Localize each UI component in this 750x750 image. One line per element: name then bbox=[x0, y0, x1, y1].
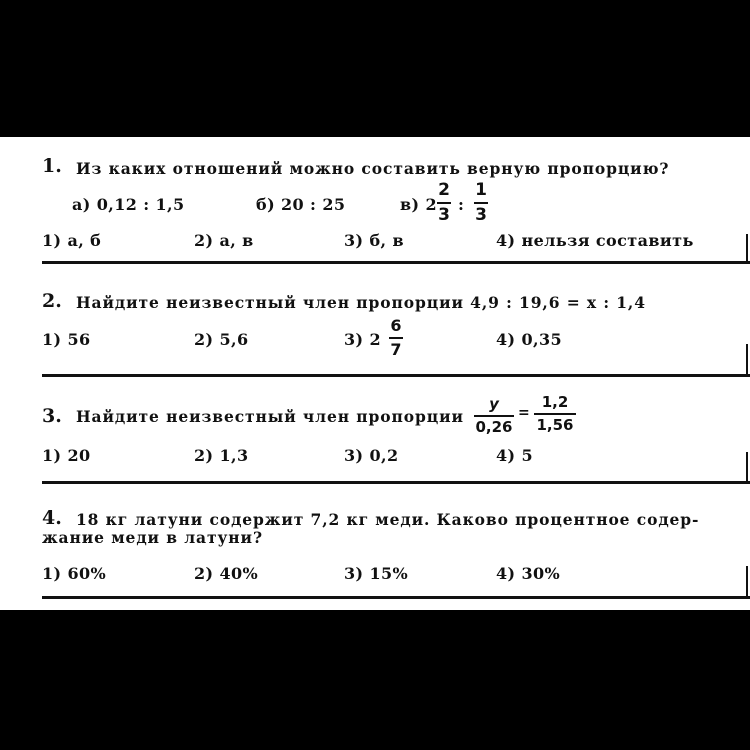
fraction-bar bbox=[474, 202, 488, 204]
q2-answer-1[interactable]: 1) 56 bbox=[42, 330, 91, 349]
fraction-bar bbox=[437, 202, 451, 204]
proportion-equals: = bbox=[518, 405, 530, 421]
right-edge-line bbox=[746, 452, 748, 482]
question-4-text-line-2: жание меди в латуни? bbox=[42, 528, 263, 547]
question-2-text: Найдите неизвестный член пропорции 4,9 : 19,6 = x : 1,4 bbox=[76, 293, 646, 312]
q3-answer-1[interactable]: 1) 20 bbox=[42, 446, 91, 465]
q4-answer-1[interactable]: 1) 60% bbox=[42, 564, 107, 583]
q2-answer-3[interactable]: 3) 2 bbox=[344, 330, 382, 349]
question-3-text: Найдите неизвестный член пропорции bbox=[76, 407, 464, 426]
right-edge-line bbox=[746, 344, 748, 376]
divider-line bbox=[42, 596, 750, 599]
ratio-c-fraction-1 bbox=[437, 182, 451, 224]
ratio-b: б) 20 : 25 bbox=[256, 195, 346, 214]
q3-answer-2[interactable]: 2) 1,3 bbox=[194, 446, 249, 465]
fraction-denominator: 7 bbox=[390, 340, 402, 359]
divider-line bbox=[42, 374, 750, 377]
fraction-denominator: 3 bbox=[438, 205, 450, 225]
question-4-text-line-1: 18 кг латуни содержит 7,2 кг меди. Каково процентное содер- bbox=[76, 510, 700, 529]
question-3-number: 3. bbox=[42, 405, 62, 427]
q4-answer-4[interactable]: 4) 30% bbox=[496, 564, 561, 583]
divider-line bbox=[42, 261, 750, 264]
fraction-bar bbox=[474, 415, 514, 417]
proportion-left-fraction bbox=[474, 397, 514, 435]
q2-answer-3-fraction bbox=[389, 318, 403, 358]
question-1-number: 1. bbox=[42, 155, 62, 177]
q3-answer-4[interactable]: 4) 5 bbox=[496, 446, 534, 465]
question-1-text: Из каких отношений можно составить верную пропорцию? bbox=[76, 159, 670, 178]
fraction-numerator: y bbox=[489, 395, 499, 413]
ratio-c-colon: : bbox=[458, 195, 465, 214]
fraction-denominator: 0,26 bbox=[475, 418, 513, 436]
ratio-c-prefix: в) 2 bbox=[400, 195, 437, 214]
question-4-number: 4. bbox=[42, 507, 62, 529]
q1-answer-2[interactable]: 2) а, в bbox=[194, 231, 254, 250]
q4-answer-3[interactable]: 3) 15% bbox=[344, 564, 409, 583]
fraction-numerator: 1,2 bbox=[541, 393, 569, 411]
q2-answer-2[interactable]: 2) 5,6 bbox=[194, 330, 249, 349]
right-edge-line bbox=[746, 234, 748, 262]
ratio-a: а) 0,12 : 1,5 bbox=[72, 195, 185, 214]
q1-answer-4[interactable]: 4) нельзя составить bbox=[496, 231, 694, 250]
fraction-denominator: 1,56 bbox=[536, 416, 574, 434]
q1-answer-3[interactable]: 3) б, в bbox=[344, 231, 405, 250]
divider-line bbox=[42, 481, 750, 484]
fraction-numerator: 2 bbox=[438, 180, 450, 200]
proportion-right-fraction bbox=[534, 395, 576, 433]
q4-answer-2[interactable]: 2) 40% bbox=[194, 564, 259, 583]
question-2-number: 2. bbox=[42, 290, 62, 312]
q3-answer-3[interactable]: 3) 0,2 bbox=[344, 446, 399, 465]
fraction-denominator: 3 bbox=[475, 205, 487, 225]
right-edge-line bbox=[746, 566, 748, 598]
q2-answer-4[interactable]: 4) 0,35 bbox=[496, 330, 563, 349]
fraction-bar bbox=[534, 413, 576, 415]
ratio-c-fraction-2 bbox=[474, 182, 488, 224]
fraction-numerator: 6 bbox=[390, 316, 402, 335]
fraction-bar bbox=[389, 337, 403, 339]
fraction-numerator: 1 bbox=[475, 180, 487, 200]
q1-answer-1[interactable]: 1) а, б bbox=[42, 231, 102, 250]
